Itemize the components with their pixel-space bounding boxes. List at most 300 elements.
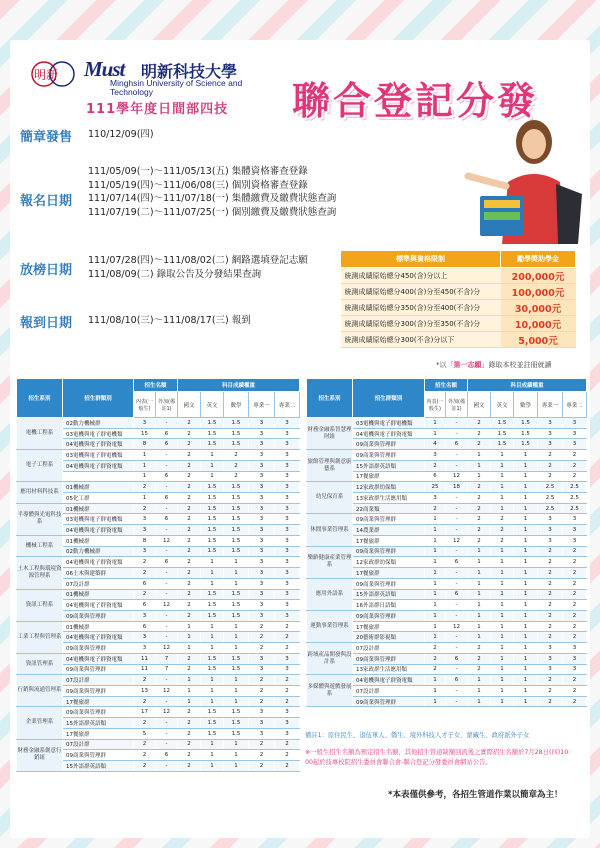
weight-cell: 2 (468, 418, 491, 429)
weight-cell: 2 (538, 460, 563, 471)
weight-cell: 1 (514, 535, 538, 546)
weight-cell: 2 (178, 450, 201, 461)
group-cell: 07設計群 (353, 685, 425, 696)
weight-cell: 2 (538, 471, 563, 482)
quota-general-cell: 2 (134, 675, 156, 686)
weight-cell: 2 (275, 643, 300, 654)
weight-cell: 3 (275, 450, 300, 461)
weight-cell: 1 (468, 460, 491, 471)
group-cell: 09商業與管理群 (63, 685, 134, 696)
quota-extra-cell: - (156, 718, 178, 729)
quota-extra-cell: 7 (156, 653, 178, 664)
group-cell: 07設計群 (63, 578, 134, 589)
weight-cell: 2 (178, 525, 201, 536)
weight-cell: 2 (178, 418, 201, 429)
dept-cell: 樂齡健康產業管理系 (307, 546, 353, 578)
weight-cell: 1 (514, 482, 538, 493)
weight-cell: 1 (491, 503, 514, 514)
group-cell: 01機械群 (63, 621, 134, 632)
weight-cell: 1 (201, 578, 224, 589)
weight-cell: 1 (514, 557, 538, 568)
admission-table-right (306, 378, 587, 707)
group-cell: 09商業與管理群 (353, 696, 425, 707)
weight-cell: 2 (178, 718, 201, 729)
quota-general-cell: 17 (134, 707, 156, 718)
weight-cell: 1 (491, 493, 514, 504)
scholarship-criteria: 統測成績原始總分400(含)分至450(不含)分 (341, 284, 501, 300)
school-logo (30, 60, 76, 88)
group-cell: 09商業與管理群 (63, 643, 134, 654)
weight-cell: 3 (249, 728, 275, 739)
group-cell: 09商業與管理群 (353, 546, 425, 557)
header-general: 內表(一般生) (134, 392, 156, 418)
weight-cell: 1.5 (201, 610, 224, 621)
weight-cell: 1.5 (201, 546, 224, 557)
schedule-items (88, 254, 308, 281)
weight-cell: 2 (275, 632, 300, 643)
weight-cell: 3 (249, 514, 275, 525)
weight-cell: 2 (249, 675, 275, 686)
weight-cell: 3 (249, 428, 275, 439)
quota-general-cell: 2 (134, 696, 156, 707)
schedule-item: 111/07/19(二)～111/07/25(一) 個別繳費及繳費狀態查詢 (88, 206, 337, 218)
scholarship-criteria: 統測成績原始總分450(含)分以上 (341, 268, 501, 284)
weight-cell: 1.5 (201, 439, 224, 450)
quota-extra-cell: - (156, 632, 178, 643)
weight-cell: 2.5 (563, 482, 587, 493)
group-cell: 09商業與管理群 (353, 439, 425, 450)
quota-general-cell: 1 (425, 514, 446, 525)
header-dept: 招生系別 (307, 379, 353, 418)
weight-cell: 2 (538, 600, 563, 611)
quota-extra-cell: 6 (156, 493, 178, 504)
quota-extra-cell: - (156, 460, 178, 471)
quota-general-cell: 2 (134, 557, 156, 568)
group-cell: 13家政群生活應用類 (353, 493, 425, 504)
weight-cell: 3 (275, 503, 300, 514)
weight-cell: 3 (275, 493, 300, 504)
weight-cell: 3 (275, 525, 300, 536)
weight-cell: 1 (468, 546, 491, 557)
group-cell: 09商業與管理群 (353, 450, 425, 461)
quota-general-cell: 1 (425, 418, 446, 429)
weight-cell: 1 (178, 685, 201, 696)
weight-cell: 2 (275, 675, 300, 686)
header-extra: 外加(備註1) (446, 392, 468, 418)
weight-cell: 3 (538, 439, 563, 450)
weight-cell: 1 (201, 643, 224, 654)
weight-cell: 2 (178, 568, 201, 579)
weight-cell: 2 (468, 428, 491, 439)
weight-cell: 1 (201, 460, 224, 471)
weight-cell: 3 (275, 460, 300, 471)
weight-cell: 3 (563, 525, 587, 536)
quota-general-cell: 2 (425, 643, 446, 654)
quota-extra-cell: - (446, 632, 468, 643)
header-subject: 專業二 (275, 392, 300, 418)
quota-extra-cell: 12 (156, 707, 178, 718)
group-cell: 04電機與電子群資電類 (63, 525, 134, 536)
weight-cell: 1.5 (201, 589, 224, 600)
weight-cell: 3 (249, 589, 275, 600)
dept-cell: 半導體與光電科技系 (17, 503, 63, 535)
subtitle: 111學年度日間部四技 (86, 102, 229, 117)
group-cell: 09商業與管理群 (63, 664, 134, 675)
weight-cell: 1 (468, 600, 491, 611)
group-cell (63, 471, 134, 482)
weight-cell: 1 (224, 675, 249, 686)
quota-extra-cell: - (446, 600, 468, 611)
group-cell: 15外語群英語類 (63, 718, 134, 729)
weight-cell: 2 (178, 653, 201, 664)
brand-name-cn: 明新科技大學 (141, 62, 238, 81)
weight-cell: 1 (201, 621, 224, 632)
weight-cell: 1 (514, 675, 538, 686)
weight-cell: 1.5 (224, 439, 249, 450)
weight-cell: 2 (563, 546, 587, 557)
weight-cell: 2 (178, 546, 201, 557)
group-cell: 22商業類 (353, 503, 425, 514)
dept-cell: 電子工程系 (17, 450, 63, 482)
weight-cell: 2 (224, 471, 249, 482)
group-cell: 07設計群 (63, 675, 134, 686)
weight-cell: 2 (178, 600, 201, 611)
weight-cell: 1.5 (224, 493, 249, 504)
group-cell: 03電機與電子群電機類 (63, 450, 134, 461)
weight-cell: 1 (201, 450, 224, 461)
weight-cell: 1 (514, 600, 538, 611)
quota-extra-cell: - (156, 482, 178, 493)
quota-extra-cell: - (156, 610, 178, 621)
weight-cell: 1.5 (224, 718, 249, 729)
weight-cell: 1 (201, 632, 224, 643)
weight-cell: 2 (275, 696, 300, 707)
weight-cell: 1 (491, 621, 514, 632)
dept-cell: 休閒事業管理系 (307, 514, 353, 546)
weight-cell: 3 (275, 546, 300, 557)
weight-cell: 1 (224, 632, 249, 643)
dept-cell: 土木工程與環境資源管理系 (17, 557, 63, 589)
note-highlight: 第一志願 (453, 361, 482, 369)
quota-extra-cell: - (156, 450, 178, 461)
weight-cell: 1.5 (224, 418, 249, 429)
quota-general-cell: 4 (425, 439, 446, 450)
weight-cell: 2 (563, 685, 587, 696)
weight-cell: 2 (178, 503, 201, 514)
group-cell: 17餐旅群 (63, 696, 134, 707)
quota-extra-cell: - (446, 685, 468, 696)
quota-extra-cell: - (156, 418, 178, 429)
scholarship-row (341, 268, 576, 284)
weight-cell: 1 (201, 471, 224, 482)
weight-cell: 1 (468, 632, 491, 643)
weight-cell: 3 (563, 653, 587, 664)
weight-cell: 2 (275, 739, 300, 750)
weight-cell: 1.5 (224, 707, 249, 718)
weight-cell: 2 (275, 621, 300, 632)
group-cell: 15外語群英語類 (353, 460, 425, 471)
dept-cell: 財務金融系創意行銷組 (17, 739, 63, 771)
scholarship-criteria: 統測成績原始總分300(含)分至350(不含)分 (341, 316, 501, 332)
quota-extra-cell: - (446, 568, 468, 579)
quota-extra-cell: - (156, 503, 178, 514)
weight-cell: 1 (514, 643, 538, 654)
group-cell: 17餐旅群 (353, 568, 425, 579)
group-cell: 13家政群生活應用類 (353, 664, 425, 675)
table-row (17, 535, 300, 546)
weight-cell: 3 (275, 728, 300, 739)
weight-cell: 2 (563, 696, 587, 707)
quota-extra-cell: 6 (446, 439, 468, 450)
weight-cell: 1.5 (201, 482, 224, 493)
weight-cell: 2 (178, 707, 201, 718)
header-subject: 數學 (514, 392, 538, 418)
schedule-label: 報到日期 (20, 316, 73, 331)
weight-cell: 2 (538, 632, 563, 643)
weight-cell: 1 (514, 514, 538, 525)
scholarship-amount: 200,000元 (501, 268, 576, 284)
quota-general-cell: 1 (425, 578, 446, 589)
quota-general-cell: 2 (134, 718, 156, 729)
dept-cell: 應用外語系 (307, 578, 353, 610)
quota-general-cell: 1 (134, 450, 156, 461)
dept-cell: 工業工程與管理系 (17, 621, 63, 653)
weight-cell: 1 (468, 685, 491, 696)
weight-cell: 2 (275, 750, 300, 761)
weight-cell: 3 (249, 568, 275, 579)
quota-general-cell: 1 (425, 428, 446, 439)
scholarship-row (341, 284, 576, 300)
weight-cell: 1.5 (514, 418, 538, 429)
brand-must: Must (84, 57, 125, 81)
weight-cell: 1 (491, 653, 514, 664)
weight-cell: 3 (275, 428, 300, 439)
weight-cell: 3 (563, 514, 587, 525)
group-cell: 20藝術群影視類 (353, 632, 425, 643)
weight-cell: 1 (491, 664, 514, 675)
weight-cell: 1 (201, 696, 224, 707)
group-cell: 03電機與電子群電機類 (63, 428, 134, 439)
quota-general-cell: 1 (134, 460, 156, 471)
weight-cell: 2 (491, 535, 514, 546)
scholarship-amount: 10,000元 (501, 316, 576, 332)
group-cell: 04電機與電子群資電類 (353, 675, 425, 686)
weight-cell: 1 (224, 739, 249, 750)
quota-general-cell: 2 (134, 568, 156, 579)
weight-cell: 1 (491, 557, 514, 568)
table-row (307, 482, 587, 493)
group-cell: 09商業與管理群 (353, 578, 425, 589)
table-row (307, 610, 587, 621)
weight-cell: 1 (224, 696, 249, 707)
weight-cell: 3 (275, 578, 300, 589)
weight-cell: 1 (491, 482, 514, 493)
weight-cell: 1 (491, 632, 514, 643)
weight-cell: 3 (249, 718, 275, 729)
quota-general-cell: 2 (134, 761, 156, 772)
scholarship-header-amount: 勵學獎助學金 (501, 251, 576, 268)
weight-cell: 2 (538, 685, 563, 696)
weight-cell: 3 (538, 418, 563, 429)
table-row (17, 482, 300, 493)
quota-extra-cell: - (156, 675, 178, 686)
weight-cell: 1 (468, 621, 491, 632)
weight-cell: 3 (538, 664, 563, 675)
header-subject: 英文 (201, 392, 224, 418)
group-cell: 16外語群日語類 (353, 600, 425, 611)
weight-cell: 1 (491, 471, 514, 482)
weight-cell: 2 (538, 546, 563, 557)
quota-extra-cell: - (446, 418, 468, 429)
weight-cell: 2 (178, 439, 201, 450)
weight-cell: 2 (563, 471, 587, 482)
schedule-item: 111/05/09(一)～111/05/13(五) 集體資格審查登錄 (88, 166, 308, 177)
weight-cell: 1 (514, 568, 538, 579)
schedule-label: 簡章發售 (20, 130, 73, 145)
weight-cell: 1.5 (491, 439, 514, 450)
table-row (17, 739, 300, 750)
weight-cell: 1 (224, 643, 249, 654)
quota-extra-cell: - (446, 428, 468, 439)
weight-cell: 1 (468, 568, 491, 579)
group-cell: 09商業與管理群 (353, 653, 425, 664)
group-cell: 09商業與管理群 (353, 514, 425, 525)
group-cell: 04電機與電子群資電類 (353, 428, 425, 439)
group-cell: 01機械群 (63, 503, 134, 514)
quota-extra-cell: - (156, 578, 178, 589)
weight-cell: 1 (468, 578, 491, 589)
weight-cell: 2.5 (563, 493, 587, 504)
weight-cell: 1.5 (201, 525, 224, 536)
dept-cell: 跨域產品開發與設計系 (307, 643, 353, 675)
weight-cell: 3 (249, 653, 275, 664)
weight-cell: 3 (249, 535, 275, 546)
weight-cell: 1.5 (201, 428, 224, 439)
weight-cell: 1.5 (201, 535, 224, 546)
weight-cell: 1 (491, 589, 514, 600)
dept-cell: 運動事業管理系 (307, 610, 353, 642)
weight-cell: 1 (468, 610, 491, 621)
header-group: 招生群類別 (353, 379, 425, 418)
weight-cell: 1 (491, 460, 514, 471)
scholarship-criteria: 統測成績原始總分300(不含)分以下 (341, 332, 501, 348)
quota-general-cell: 8 (134, 439, 156, 450)
header-subject: 英文 (491, 392, 514, 418)
quota-general-cell: 15 (134, 428, 156, 439)
quota-extra-cell: - (156, 546, 178, 557)
weight-cell: 3 (249, 557, 275, 568)
group-cell: 02動力機械群 (63, 546, 134, 557)
weight-cell: 1.5 (201, 514, 224, 525)
quota-extra-cell: - (446, 578, 468, 589)
weight-cell: 3 (563, 535, 587, 546)
weight-cell: 3 (275, 482, 300, 493)
weight-cell: 1.5 (201, 728, 224, 739)
weight-cell: 3 (249, 460, 275, 471)
weight-cell: 2 (538, 589, 563, 600)
schedule-item: 110/12/09(四) (88, 129, 154, 140)
weight-cell: 1 (201, 568, 224, 579)
weight-cell: 2 (249, 632, 275, 643)
weight-cell: 2 (468, 503, 491, 514)
weight-cell: 2 (249, 750, 275, 761)
quota-general-cell: 3 (425, 493, 446, 504)
weight-cell: 2 (224, 450, 249, 461)
schedule-label: 放榜日期 (20, 263, 73, 278)
weight-cell: 3 (275, 664, 300, 675)
dept-cell: 應用材料科技系 (17, 482, 63, 503)
table-row (17, 557, 300, 568)
header-subject: 數學 (224, 392, 249, 418)
weight-cell: 1 (224, 761, 249, 772)
table-row (307, 578, 587, 589)
weight-cell: 3 (249, 525, 275, 536)
weight-cell: 1.5 (224, 525, 249, 536)
quota-general-cell: 1 (425, 589, 446, 600)
quota-general-cell: 1 (425, 525, 446, 536)
quota-extra-cell: 6 (446, 653, 468, 664)
weight-cell: 1 (514, 493, 538, 504)
weight-cell: 2 (563, 568, 587, 579)
table-row (17, 653, 300, 664)
weight-cell: 3 (275, 557, 300, 568)
quota-extra-cell: 6 (156, 557, 178, 568)
weight-cell: 1 (178, 621, 201, 632)
group-cell: 17餐旅群 (353, 471, 425, 482)
weight-cell: 3 (249, 482, 275, 493)
weight-cell: 2 (491, 514, 514, 525)
weight-cell: 3 (275, 471, 300, 482)
weight-cell: 1.5 (224, 428, 249, 439)
table-row (17, 707, 300, 718)
quota-extra-cell: - (156, 589, 178, 600)
weight-cell: 1 (514, 610, 538, 621)
weight-cell: 1 (491, 696, 514, 707)
quota-general-cell: 1 (425, 535, 446, 546)
schedule-item: 111/07/14(四)～111/07/18(一) 集體繳費及繳費狀態查詢 (88, 193, 337, 204)
weight-cell: 1 (468, 696, 491, 707)
quota-general-cell: 1 (134, 471, 156, 482)
weight-cell: 2 (249, 761, 275, 772)
weight-cell: 2 (468, 535, 491, 546)
group-cell: 03電機與電子群電機類 (63, 514, 134, 525)
table-row (17, 503, 300, 514)
weight-cell: 1 (491, 685, 514, 696)
table-row (17, 450, 300, 461)
dept-cell: 行銷與流通管理系 (17, 675, 63, 707)
weight-cell: 2 (563, 589, 587, 600)
weight-cell: 3 (249, 664, 275, 675)
weight-cell: 2.5 (538, 493, 563, 504)
weight-cell: 2 (563, 675, 587, 686)
quota-general-cell: 1 (425, 621, 446, 632)
weight-cell: 1 (468, 471, 491, 482)
weight-cell: 2 (563, 450, 587, 461)
weight-cell: 1 (224, 750, 249, 761)
scholarship-amount: 30,000元 (501, 300, 576, 316)
weight-cell: 2 (178, 589, 201, 600)
weight-cell: 2 (468, 525, 491, 536)
schedule-items (88, 165, 336, 219)
weight-cell: 2 (178, 761, 201, 772)
quota-general-cell: 3 (134, 525, 156, 536)
quota-general-cell: 1 (425, 546, 446, 557)
group-cell: 05化工群 (63, 493, 134, 504)
weight-cell: 1.5 (224, 610, 249, 621)
weight-cell: 3 (249, 546, 275, 557)
quota-general-cell: 11 (134, 664, 156, 675)
quota-extra-cell: - (446, 643, 468, 654)
